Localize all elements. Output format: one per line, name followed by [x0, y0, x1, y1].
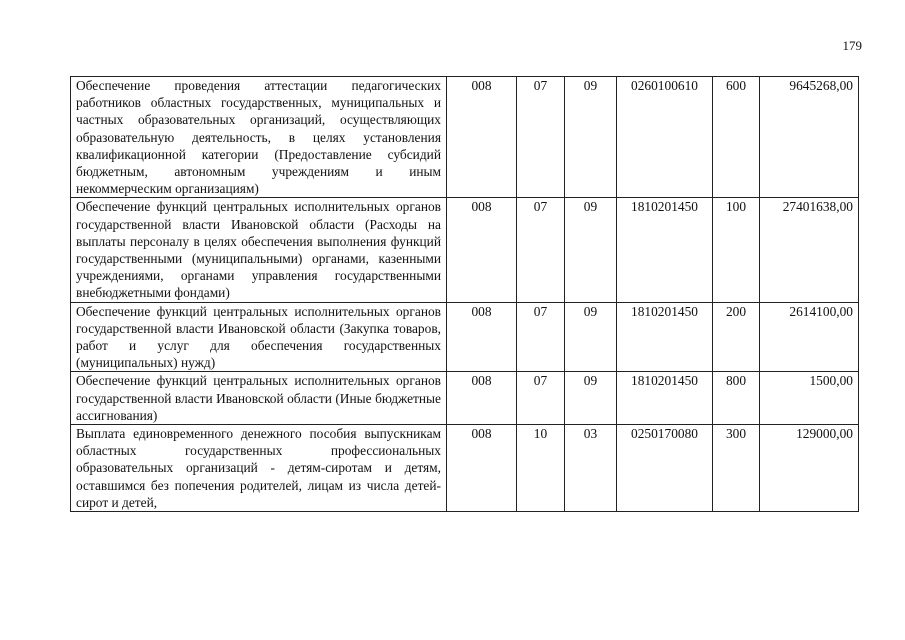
subsection-code: 09	[565, 302, 617, 372]
budget-table	[70, 76, 859, 512]
section-code: 10	[517, 425, 565, 512]
table-row	[71, 302, 859, 372]
target-article-code: 1810201450	[617, 302, 713, 372]
row-description: Обеспечение проведения аттестации педагогических работников областных государственных, муниципальных и частных образовательных организаций, осуществляющих образовательную деятельность, в целях установления квалификационной категории (Предоставление субсидий бюджетным, автономным учреждениям и иным некоммерческим организациям)	[71, 77, 447, 198]
page-number: 179	[842, 38, 862, 53]
amount: 2614100,00	[760, 302, 859, 372]
target-article-code: 1810201450	[617, 198, 713, 302]
section-code: 07	[517, 372, 565, 425]
ministry-code: 008	[447, 302, 517, 372]
target-article-code: 0250170080	[617, 425, 713, 512]
expense-type-code: 200	[713, 302, 760, 372]
amount: 9645268,00	[760, 77, 859, 198]
expense-type-code: 800	[713, 372, 760, 425]
section-code: 07	[517, 198, 565, 302]
target-article-code: 0260100610	[617, 77, 713, 198]
subsection-code: 09	[565, 372, 617, 425]
row-description: Выплата единовременного денежного пособия выпускникам областных государственных профессиональных образовательных организаций - детям-сиротам и детям, оставшимся без попечения родителей, лицам из числа детей-сирот и детей,	[71, 425, 447, 512]
subsection-code: 03	[565, 425, 617, 512]
ministry-code: 008	[447, 77, 517, 198]
amount: 129000,00	[760, 425, 859, 512]
table-row	[71, 372, 859, 425]
subsection-code: 09	[565, 77, 617, 198]
amount: 1500,00	[760, 372, 859, 425]
subsection-code: 09	[565, 198, 617, 302]
target-article-code: 1810201450	[617, 372, 713, 425]
amount: 27401638,00	[760, 198, 859, 302]
expense-type-code: 300	[713, 425, 760, 512]
expense-type-code: 600	[713, 77, 760, 198]
ministry-code: 008	[447, 198, 517, 302]
ministry-code: 008	[447, 372, 517, 425]
table-row	[71, 77, 859, 198]
row-description: Обеспечение функций центральных исполнительных органов государственной власти Ивановской области (Иные бюджетные ассигнования)	[71, 372, 447, 425]
section-code: 07	[517, 77, 565, 198]
row-description: Обеспечение функций центральных исполнительных органов государственной власти Ивановской области (Закупка товаров, работ и услуг для обеспечения государственных (муниципальных) нужд)	[71, 302, 447, 372]
expense-type-code: 100	[713, 198, 760, 302]
table-row	[71, 198, 859, 302]
ministry-code: 008	[447, 425, 517, 512]
section-code: 07	[517, 302, 565, 372]
row-description: Обеспечение функций центральных исполнительных органов государственной власти Ивановской области (Расходы на выплаты персоналу в целях обеспечения выполнения функций государственными (муниципальными) органами, казенными учреждениями, органами управления государственными внебюджетными фондами)	[71, 198, 447, 302]
table-row	[71, 425, 859, 512]
